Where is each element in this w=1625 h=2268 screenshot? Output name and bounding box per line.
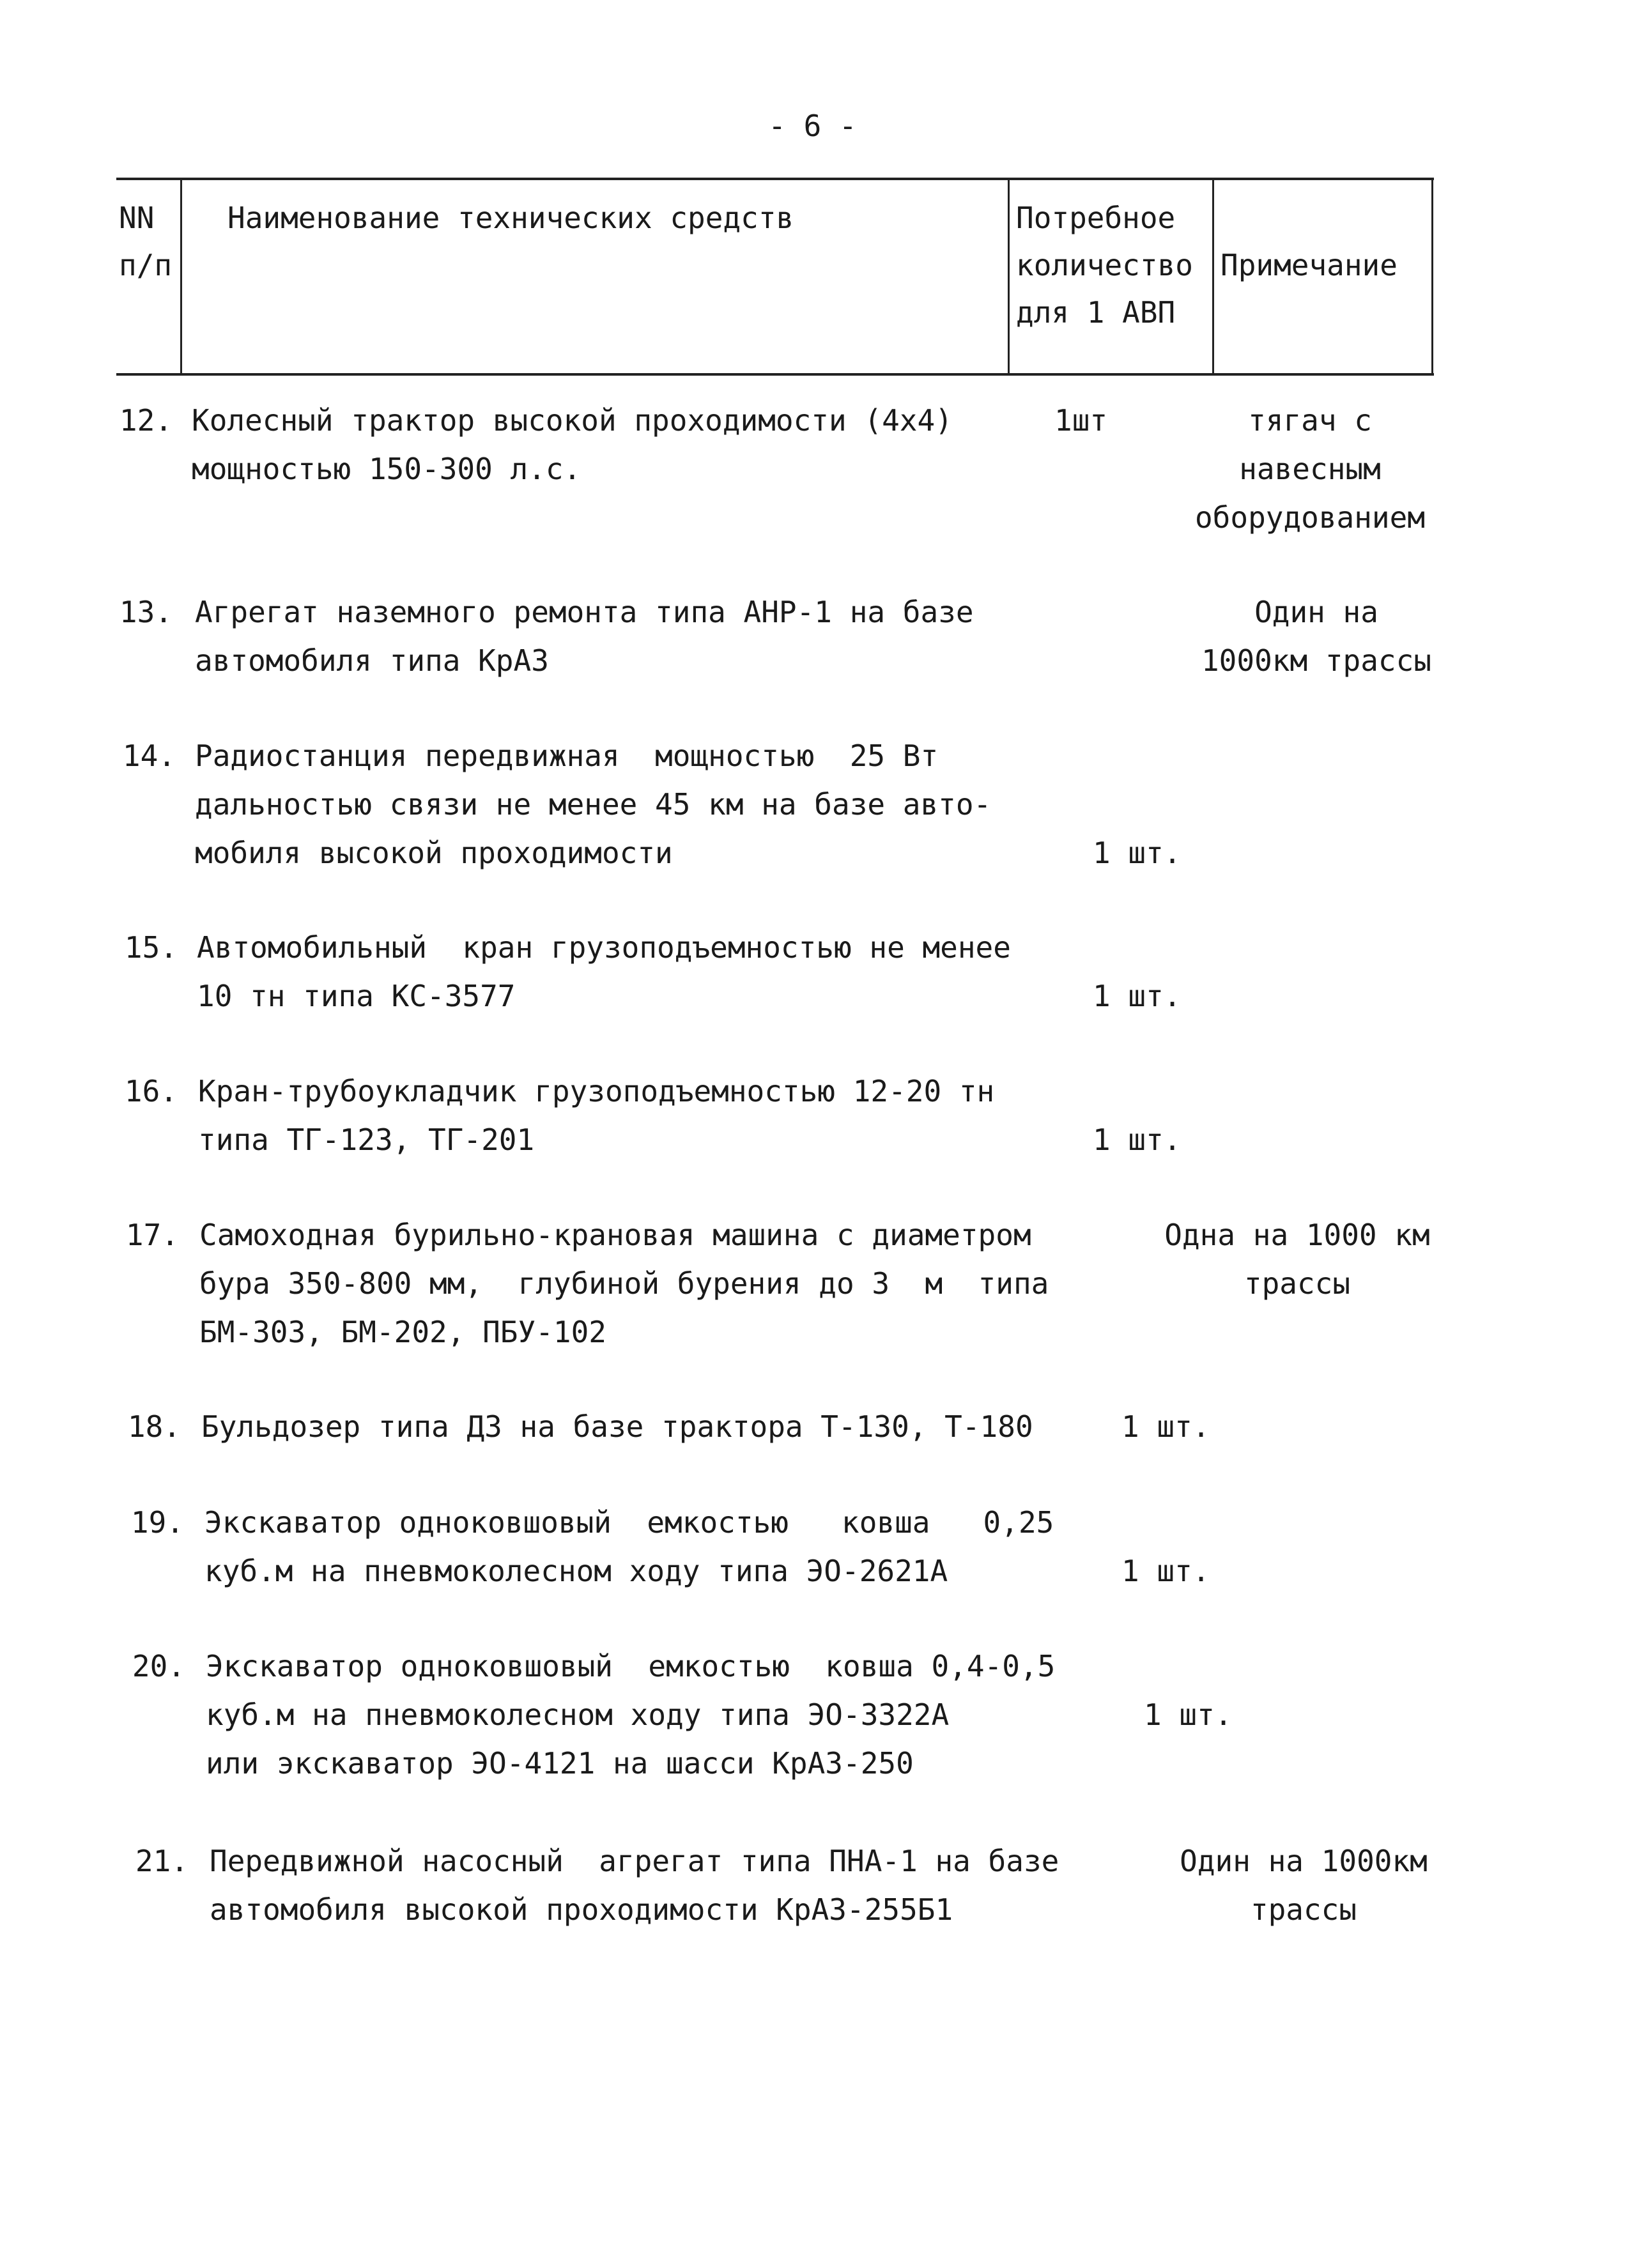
item-text-line: 10 тн типа КС-3577 bbox=[197, 979, 516, 1013]
item-note-line: трассы bbox=[1244, 1266, 1351, 1301]
item-note-line: тягач с bbox=[1248, 403, 1372, 438]
item-note-line: оборудованием bbox=[1194, 500, 1426, 535]
page-number: - 6 - bbox=[768, 109, 857, 143]
item-note-line: Один на 1000км bbox=[1180, 1844, 1428, 1878]
item-quantity: 1 шт. bbox=[1121, 1409, 1210, 1444]
item-quantity: 1 шт. bbox=[1093, 979, 1182, 1013]
item-text-line: типа ТГ-123, ТГ-201 bbox=[198, 1123, 535, 1157]
item-text-line: Экскаватор одноковшовый емкостью ковша 0,4-0,5 bbox=[206, 1649, 1056, 1683]
item-number: 18. bbox=[127, 1409, 181, 1444]
item-number: 21. bbox=[135, 1844, 189, 1878]
header-divider bbox=[1008, 180, 1010, 373]
item-text-line: Автомобильный кран грузоподъемностью не менее bbox=[197, 930, 1011, 965]
table-header bbox=[116, 178, 1434, 376]
item-quantity: 1 шт. bbox=[1121, 1554, 1210, 1588]
item-text-line: бура 350-800 мм, глубиной бурения до 3 м типа bbox=[199, 1266, 1049, 1301]
item-text-line: Бульдозер типа ДЗ на базе трактора Т-130, Т-180 bbox=[201, 1409, 1033, 1444]
item-text-line: мощностью 150-300 л.с. bbox=[192, 452, 581, 486]
header-col-note: Примечание bbox=[1221, 248, 1398, 282]
header-col-qty-line2: количество bbox=[1016, 248, 1193, 282]
item-number: 13. bbox=[119, 595, 173, 629]
item-text-line: Агрегат наземного ремонта типа АНР-1 на базе bbox=[195, 595, 974, 629]
item-quantity: 1 шт. bbox=[1144, 1697, 1233, 1732]
item-text-line: Кран-трубоукладчик грузоподъемностью 12-20 тн bbox=[198, 1074, 995, 1108]
item-text-line: Колесный трактор высокой проходимости (4х4) bbox=[192, 403, 953, 438]
item-number: 15. bbox=[124, 930, 178, 965]
item-text-line: дальностью связи не менее 45 км на базе авто- bbox=[195, 787, 992, 822]
header-col-qty-line3: для 1 АВП bbox=[1016, 295, 1176, 330]
header-col-name: Наименование технических средств bbox=[227, 201, 794, 235]
item-text-line: Передвижной насосный агрегат типа ПНА-1 на базе bbox=[210, 1844, 1059, 1878]
item-text-line: Экскаватор одноковшовый емкостью ковша 0,25 bbox=[204, 1505, 1054, 1540]
item-text-line: Самоходная бурильно-крановая машина с диаметром bbox=[199, 1218, 1031, 1252]
item-note-line: трассы bbox=[1250, 1892, 1357, 1927]
item-quantity: 1шт bbox=[1054, 403, 1108, 438]
item-text-line: куб.м на пневмоколесном ходу типа ЭО-2621А bbox=[204, 1554, 948, 1588]
item-quantity: 1 шт. bbox=[1093, 1123, 1182, 1157]
header-col-num-line2: п/п bbox=[119, 248, 173, 282]
header-divider bbox=[1212, 180, 1214, 373]
item-number: 14. bbox=[122, 739, 176, 773]
item-text-line: мобиля высокой проходимости bbox=[195, 836, 673, 870]
header-divider bbox=[180, 180, 182, 373]
item-note-line: навесным bbox=[1239, 452, 1381, 486]
item-number: 17. bbox=[125, 1218, 179, 1252]
item-number: 12. bbox=[119, 403, 173, 438]
item-text-line: автомобиля высокой проходимости КрАЗ-255Б1 bbox=[210, 1892, 953, 1927]
item-number: 20. bbox=[132, 1649, 185, 1683]
item-number: 16. bbox=[124, 1074, 178, 1108]
item-note-line: Один на bbox=[1254, 595, 1378, 629]
item-text-line: БМ-303, БМ-202, ПБУ-102 bbox=[199, 1315, 606, 1349]
item-number: 19. bbox=[130, 1505, 184, 1540]
item-text-line: Радиостанция передвижная мощностью 25 Вт bbox=[195, 739, 939, 773]
header-divider bbox=[1431, 180, 1433, 373]
item-text-line: автомобиля типа КрАЗ bbox=[195, 643, 549, 678]
header-col-qty-line1: Потребное bbox=[1016, 201, 1176, 235]
item-text-line: или экскаватор ЭО-4121 на шасси КрАЗ-250 bbox=[206, 1746, 914, 1781]
item-note-line: Одна на 1000 км bbox=[1164, 1218, 1430, 1252]
item-note-line: 1000км трассы bbox=[1201, 643, 1432, 678]
item-text-line: куб.м на пневмоколесном ходу типа ЭО-3322А bbox=[206, 1697, 950, 1732]
header-col-num-line1: NN bbox=[119, 201, 155, 235]
item-quantity: 1 шт. bbox=[1093, 836, 1182, 870]
